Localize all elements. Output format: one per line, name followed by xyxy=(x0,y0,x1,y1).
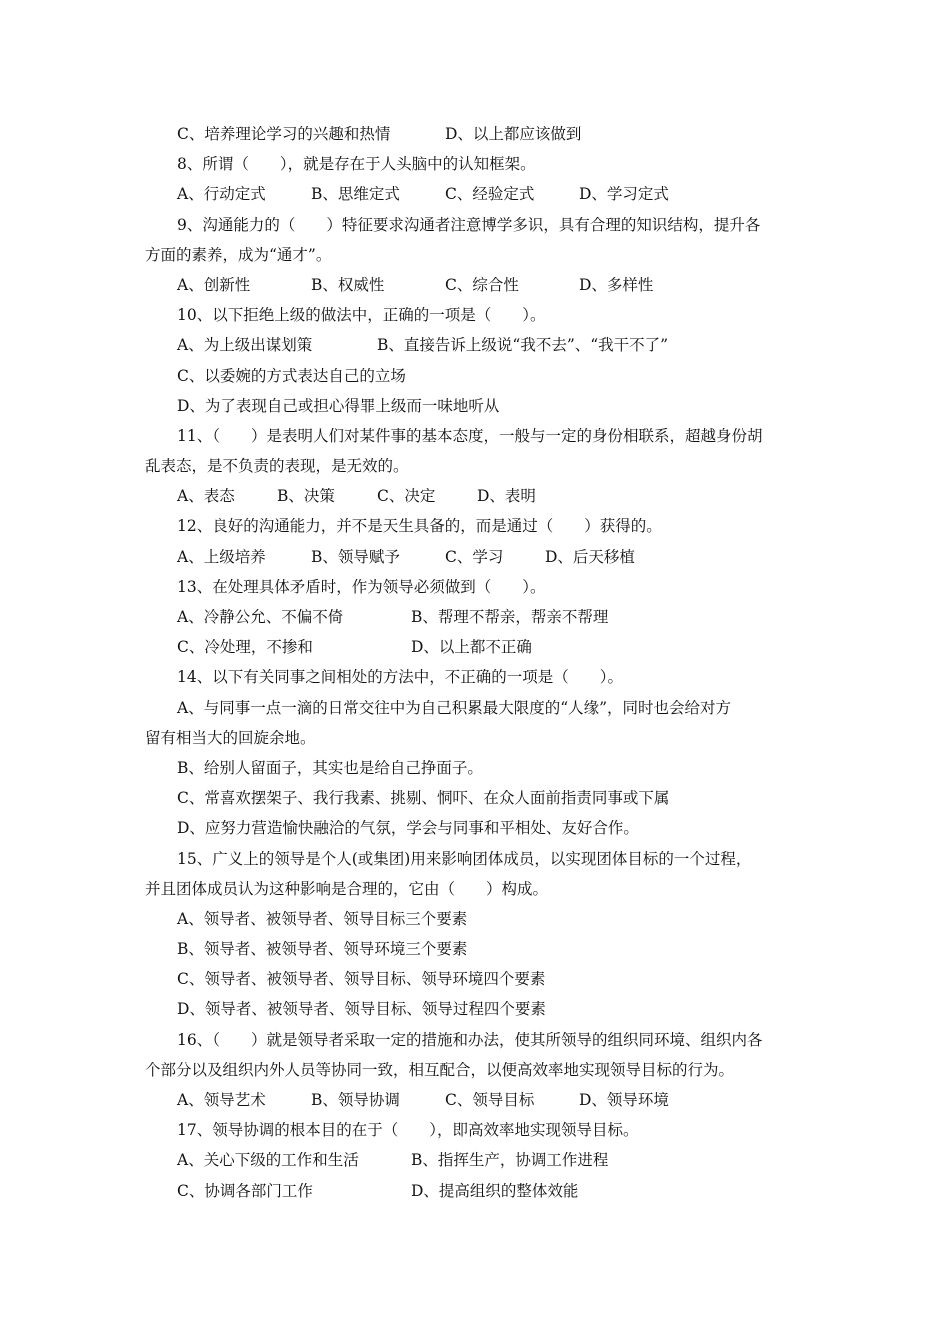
answer-option: A、创新性 xyxy=(177,275,251,294)
text-line: B、给别人留面子，其实也是给自己挣面子。 xyxy=(177,758,483,777)
answer-option: D、领导环境 xyxy=(579,1091,669,1109)
text-line: A、与同事一点一滴的日常交往中为自己积累最大限度的“人缘”，同时也会给对方 xyxy=(177,698,732,717)
answer-option: B、指挥生产，协调工作进程 xyxy=(411,1151,609,1170)
answer-option: C、学习 xyxy=(445,547,504,566)
answer-option: B、领导协调 xyxy=(311,1091,400,1109)
answer-option: C、冷处理，不掺和 xyxy=(177,638,313,657)
text-line: 10、以下拒绝上级的做法中，正确的一项是（ ）。 xyxy=(177,306,546,325)
text-line: 9、沟通能力的（ ）特征要求沟通者注意博学多识，具有合理的知识结构，提升各 xyxy=(177,215,761,234)
options-line xyxy=(145,602,813,632)
text-line: D、应努力营造愉快融洽的气氛，学会与同事和平相处、友好合作。 xyxy=(177,819,639,838)
answer-option: C、决定 xyxy=(377,487,436,506)
text-line: A、领导者、被领导者、领导目标三个要素 xyxy=(177,909,468,928)
answer-option: B、思维定式 xyxy=(311,185,400,204)
answer-option: C、培养理论学习的兴趣和热情 xyxy=(177,125,391,143)
text-line: 乱表态，是不负责的表现，是无效的。 xyxy=(145,457,409,476)
answer-option: A、关心下级的工作和生活 xyxy=(177,1151,359,1170)
text-line: C、领导者、被领导者、领导目标、领导环境四个要素 xyxy=(177,970,546,989)
answer-option: D、提高组织的整体效能 xyxy=(411,1181,579,1200)
options-line xyxy=(145,542,813,572)
text-line: 11、（ ）是表明人们对某件事的基本态度，一般与一定的身份相联系，超越身份胡 xyxy=(177,426,763,445)
options-line xyxy=(145,1176,813,1206)
answer-option: B、权威性 xyxy=(311,275,385,294)
options-line xyxy=(145,270,813,300)
answer-option: D、以上都不正确 xyxy=(411,638,532,657)
answer-option: D、以上都应该做到 xyxy=(445,125,582,143)
answer-option: D、多样性 xyxy=(579,275,654,294)
text-line: 16、（ ）就是领导者采取一定的措施和办法，使其所领导的组织同环境、组织内各 xyxy=(177,1030,763,1049)
text-line: D、领导者、被领导者、领导目标、领导过程四个要素 xyxy=(177,1000,546,1019)
options-line xyxy=(145,1085,813,1115)
answer-option: D、表明 xyxy=(477,487,536,506)
answer-option: C、经验定式 xyxy=(445,185,535,204)
text-line: B、领导者、被领导者、领导环境三个要素 xyxy=(177,940,468,959)
text-line: C、常喜欢摆架子、我行我素、挑剔、恫吓、在众人面前指责同事或下属 xyxy=(177,789,670,808)
options-line xyxy=(145,330,813,360)
answer-option: C、领导目标 xyxy=(445,1091,535,1109)
answer-option: B、领导赋予 xyxy=(311,547,400,566)
answer-option: B、直接告诉上级说“我不去”、“我干不了” xyxy=(377,336,669,355)
text-line: 个部分以及组织内外人员等协同一致，相互配合，以便高效率地实现领导目标的行为。 xyxy=(145,1060,735,1079)
answer-option: D、后天移植 xyxy=(545,547,635,566)
options-line xyxy=(145,632,813,662)
text-line: 12、良好的沟通能力，并不是天生具备的，而是通过（ ）获得的。 xyxy=(177,517,662,536)
text-line: 留有相当大的回旋余地。 xyxy=(145,728,316,747)
text-line: 17、领导协调的根本目的在于（ ），即高效率地实现领导目标。 xyxy=(177,1121,639,1140)
answer-option: C、协调各部门工作 xyxy=(177,1181,313,1200)
text-line: 14、以下有关同事之间相处的方法中，不正确的一项是（ ）。 xyxy=(177,668,623,687)
text-line: 8、所谓（ ），就是存在于人头脑中的认知框架。 xyxy=(177,155,536,174)
answer-option: B、决策 xyxy=(277,487,335,506)
text-line: 方面的素养，成为“通才”。 xyxy=(145,245,332,264)
question-list xyxy=(145,119,813,1206)
answer-option: A、领导艺术 xyxy=(177,1091,266,1109)
text-line: 15、广义上的领导是个人(或集团)用来影响团体成员，以实现团体目标的一个过程， xyxy=(177,849,752,868)
answer-option: A、冷静公允、不偏不倚 xyxy=(177,608,344,626)
options-line xyxy=(145,119,813,149)
answer-option: C、综合性 xyxy=(445,275,519,294)
options-line xyxy=(145,481,813,511)
answer-option: A、行动定式 xyxy=(177,185,266,204)
text-line: D、为了表现自己或担心得罪上级而一味地听从 xyxy=(177,396,500,415)
answer-option: B、帮理不帮亲，帮亲不帮理 xyxy=(411,608,609,626)
answer-option: A、表态 xyxy=(177,487,235,506)
text-line: C、以委婉的方式表达自己的立场 xyxy=(177,366,406,385)
text-line: 并且团体成员认为这种影响是合理的，它由（ ）构成。 xyxy=(145,879,549,898)
options-line xyxy=(145,1145,813,1175)
text-line: 13、在处理具体矛盾时，作为领导必须做到（ ）。 xyxy=(177,577,546,596)
answer-option: A、上级培养 xyxy=(177,547,266,566)
options-line xyxy=(145,179,813,209)
answer-option: A、为上级出谋划策 xyxy=(177,336,313,355)
answer-option: D、学习定式 xyxy=(579,185,669,204)
